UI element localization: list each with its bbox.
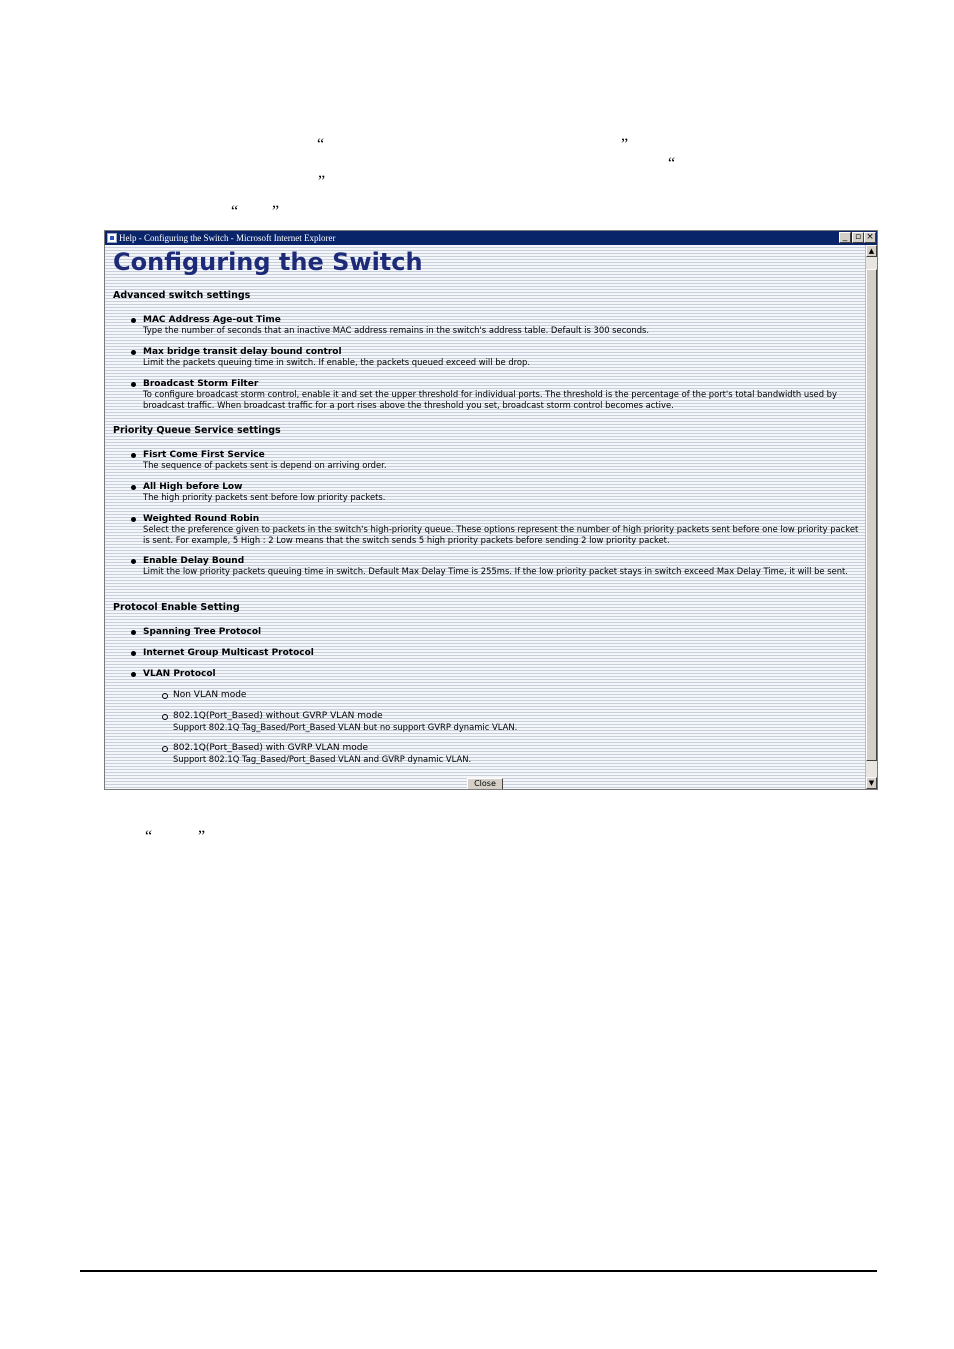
help-browser-window [104,230,878,790]
item-description: Limit the packets queuing time in switch. If enable, the packets queued exceed will be drop. [143,357,531,367]
item-title: All High before Low [143,482,243,492]
vlan-mode-title: 802.1Q(Port_Based) without GVRP VLAN mode [173,711,383,721]
circle-bullet-icon [162,693,168,699]
section-heading-protocol: Protocol Enable Setting [113,602,240,613]
item-title: Spanning Tree Protocol [143,627,262,637]
restore-button[interactable]: ▫ [852,232,864,243]
window-titlebar[interactable] [105,231,877,245]
quote-mark-close: ” [198,828,206,845]
bullet-icon [131,453,136,458]
item-description: To configure broadcast storm control, enable it and set the upper threshold for individual ports. The threshold is the percentage of the port's total bandwidth used by broadcast traffic. When broadcast traffic for a port rises above the threshold you set, broadcast storm control becomes active. [143,389,837,410]
bullet-icon [131,517,136,522]
vlan-mode-description: Support 802.1Q Tag_Based/Port_Based VLAN but no support GVRP dynamic VLAN. [173,722,518,732]
section-heading-priority: Priority Queue Service settings [113,425,281,436]
quote-mark-close: ” [272,203,280,220]
quote-mark-close: ” [318,173,326,190]
bullet-icon [131,318,136,323]
item-description: Limit the low priority packets queuing time in switch. Default Max Delay Time is 255ms. If the low priority packet stays in switch exceed Max Delay Time, it will be sent. [143,566,848,576]
bullet-icon [131,382,136,387]
bullet-icon [131,672,136,677]
item-description: The high priority packets sent before low priority packets. [143,492,386,502]
window-title: Help - Configuring the Switch - Microsoft Internet Explorer [119,233,336,243]
vlan-mode-description: Support 802.1Q Tag_Based/Port_Based VLAN and GVRP dynamic VLAN. [173,754,472,764]
bullet-icon [131,485,136,490]
page-title: Configuring the Switch [113,248,423,276]
quote-mark-open: “ [145,828,153,845]
quote-mark-open: “ [668,155,676,172]
circle-bullet-icon [162,714,168,720]
item-title: Broadcast Storm Filter [143,379,259,389]
section-heading-advanced: Advanced switch settings [113,290,251,301]
item-title: Internet Group Multicast Protocol [143,648,314,658]
internet-explorer-icon [107,233,117,243]
item-description: Type the number of seconds that an inactive MAC address remains in the switch's address table. Default is 300 seconds. [143,325,650,335]
vertical-scrollbar[interactable] [865,245,877,789]
item-title: Fisrt Come First Service [143,450,265,460]
quote-mark-open: “ [317,136,325,153]
quote-mark-open: “ [231,203,239,220]
bullet-icon [131,651,136,656]
close-button[interactable]: Close [467,778,503,789]
circle-bullet-icon [162,746,168,752]
item-title: VLAN Protocol [143,669,216,679]
quote-mark-close: ” [621,136,629,153]
item-description: The sequence of packets sent is depend on arriving order. [143,460,387,470]
scroll-down-arrow-icon[interactable]: ▼ [866,777,877,789]
minimize-button[interactable]: _ [839,232,851,243]
bullet-icon [131,630,136,635]
close-window-button[interactable]: × [864,232,876,243]
scroll-thumb[interactable] [866,269,877,761]
bullet-icon [131,350,136,355]
bullet-icon [131,559,136,564]
item-description: Select the preference given to packets in the switch's high-priority queue. These options represent the number of high priority packets sent before one low priority packet is sent. For example, 5 High : 2 Low means that the switch sends 5 high priority packets before sending 2 low priority packet. [143,524,859,545]
vlan-mode-title: 802.1Q(Port_Based) with GVRP VLAN mode [173,743,368,753]
scroll-up-arrow-icon[interactable]: ▲ [866,245,877,257]
item-title: Enable Delay Bound [143,556,245,566]
footer-divider [80,1270,877,1272]
item-title: Weighted Round Robin [143,514,260,524]
item-title: MAC Address Age-out Time [143,315,281,325]
vlan-mode-title: Non VLAN mode [173,690,247,700]
help-page-content [105,245,865,789]
item-title: Max bridge transit delay bound control [143,347,342,357]
